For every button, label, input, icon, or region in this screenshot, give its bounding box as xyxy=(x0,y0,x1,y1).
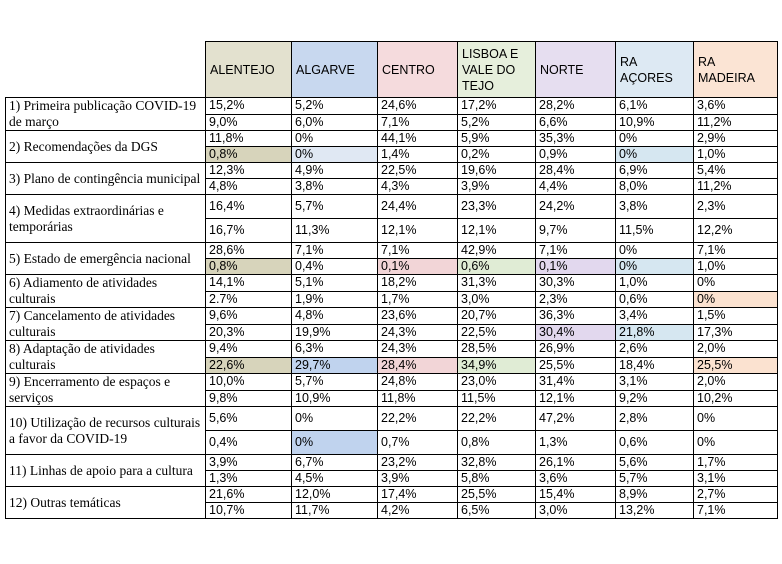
table-row xyxy=(6,341,778,358)
value-cell-norte: 9,7% xyxy=(536,219,616,243)
table-row xyxy=(6,163,778,179)
value-cell-norte: 28,4% xyxy=(536,163,616,179)
value-cell-ra-acores: 5,7% xyxy=(616,471,694,487)
value-cell-lisboa-vale-do-tejo: 0,2% xyxy=(458,147,536,163)
value-cell-ra-madeira: 25,5% xyxy=(694,357,778,374)
value-cell-norte: 12,1% xyxy=(536,390,616,407)
value-cell-alentejo: 22,6% xyxy=(206,357,292,374)
value-cell-centro: 18,2% xyxy=(378,275,458,292)
value-cell-norte: 30,4% xyxy=(536,324,616,341)
value-cell-centro: 24,4% xyxy=(378,195,458,219)
value-cell-algarve: 0% xyxy=(292,131,378,147)
value-cell-lisboa-vale-do-tejo: 12,1% xyxy=(458,219,536,243)
value-cell-algarve: 6,7% xyxy=(292,455,378,471)
topic-label: 8) Adaptação de atividades culturais xyxy=(6,341,206,374)
value-cell-centro: 12,1% xyxy=(378,219,458,243)
value-cell-norte: 3,0% xyxy=(536,503,616,519)
value-cell-norte: 15,4% xyxy=(536,487,616,503)
value-cell-norte: 26,9% xyxy=(536,341,616,358)
topic-label: 12) Outras temáticas xyxy=(6,487,206,519)
value-cell-norte: 28,2% xyxy=(536,98,616,115)
value-cell-ra-madeira: 1,0% xyxy=(694,259,778,275)
value-cell-centro: 0,7% xyxy=(378,431,458,455)
value-cell-centro: 44,1% xyxy=(378,131,458,147)
value-cell-algarve: 1,9% xyxy=(292,291,378,308)
column-header-centro: CENTRO xyxy=(378,42,458,98)
value-cell-ra-acores: 10,9% xyxy=(616,114,694,131)
value-cell-centro: 1,7% xyxy=(378,291,458,308)
value-cell-algarve: 6,3% xyxy=(292,341,378,358)
table-row xyxy=(6,275,778,292)
value-cell-alentejo: 15,2% xyxy=(206,98,292,115)
value-cell-lisboa-vale-do-tejo: 28,5% xyxy=(458,341,536,358)
topic-label: 4) Medidas extraordinárias e temporárias xyxy=(6,195,206,243)
column-header-algarve: ALGARVE xyxy=(292,42,378,98)
value-cell-norte: 25,5% xyxy=(536,357,616,374)
value-cell-norte: 24,2% xyxy=(536,195,616,219)
value-cell-ra-acores: 0% xyxy=(616,243,694,259)
table-row xyxy=(6,98,778,115)
value-cell-algarve: 5,1% xyxy=(292,275,378,292)
value-cell-alentejo: 20,3% xyxy=(206,324,292,341)
value-cell-ra-acores: 21,8% xyxy=(616,324,694,341)
value-cell-norte: 31,4% xyxy=(536,374,616,391)
value-cell-ra-acores: 2,8% xyxy=(616,407,694,431)
regional-distribution-table xyxy=(5,41,778,519)
value-cell-ra-acores: 9,2% xyxy=(616,390,694,407)
value-cell-lisboa-vale-do-tejo: 22,5% xyxy=(458,324,536,341)
value-cell-ra-acores: 11,5% xyxy=(616,219,694,243)
value-cell-norte: 2,3% xyxy=(536,291,616,308)
value-cell-ra-madeira: 2,7% xyxy=(694,487,778,503)
value-cell-centro: 24,6% xyxy=(378,98,458,115)
value-cell-algarve: 0% xyxy=(292,431,378,455)
value-cell-algarve: 6,0% xyxy=(292,114,378,131)
value-cell-centro: 4,3% xyxy=(378,179,458,195)
value-cell-algarve: 5,7% xyxy=(292,195,378,219)
value-cell-lisboa-vale-do-tejo: 3,9% xyxy=(458,179,536,195)
value-cell-ra-madeira: 0% xyxy=(694,275,778,292)
value-cell-algarve: 0% xyxy=(292,407,378,431)
value-cell-ra-madeira: 12,2% xyxy=(694,219,778,243)
topic-label: 7) Cancelamento de atividades culturais xyxy=(6,308,206,341)
value-cell-centro: 1,4% xyxy=(378,147,458,163)
table-body xyxy=(6,98,778,519)
value-cell-ra-acores: 0% xyxy=(616,259,694,275)
value-cell-lisboa-vale-do-tejo: 6,5% xyxy=(458,503,536,519)
value-cell-algarve: 11,7% xyxy=(292,503,378,519)
value-cell-ra-acores: 6,9% xyxy=(616,163,694,179)
value-cell-ra-acores: 3,8% xyxy=(616,195,694,219)
value-cell-norte: 1,3% xyxy=(536,431,616,455)
value-cell-alentejo: 5,6% xyxy=(206,407,292,431)
value-cell-norte: 7,1% xyxy=(536,243,616,259)
value-cell-centro: 17,4% xyxy=(378,487,458,503)
topic-label: 5) Estado de emergência nacional xyxy=(6,243,206,275)
value-cell-alentejo: 9,8% xyxy=(206,390,292,407)
value-cell-algarve: 0,4% xyxy=(292,259,378,275)
value-cell-algarve: 29,7% xyxy=(292,357,378,374)
value-cell-algarve: 4,9% xyxy=(292,163,378,179)
value-cell-ra-acores: 2,6% xyxy=(616,341,694,358)
value-cell-alentejo: 16,7% xyxy=(206,219,292,243)
value-cell-norte: 0,9% xyxy=(536,147,616,163)
value-cell-ra-acores: 0% xyxy=(616,131,694,147)
value-cell-ra-madeira: 3,1% xyxy=(694,471,778,487)
value-cell-lisboa-vale-do-tejo: 11,5% xyxy=(458,390,536,407)
topic-label: 1) Primeira publicação COVID-19 de março xyxy=(6,98,206,131)
table-row xyxy=(6,407,778,431)
topic-label: 3) Plano de contingência municipal xyxy=(6,163,206,195)
value-cell-ra-madeira: 10,2% xyxy=(694,390,778,407)
topic-label: 6) Adiamento de atividades culturais xyxy=(6,275,206,308)
value-cell-ra-acores: 0,6% xyxy=(616,431,694,455)
value-cell-ra-madeira: 2,3% xyxy=(694,195,778,219)
value-cell-algarve: 3,8% xyxy=(292,179,378,195)
value-cell-norte: 3,6% xyxy=(536,471,616,487)
value-cell-ra-acores: 8,9% xyxy=(616,487,694,503)
column-header-alentejo: ALENTEJO xyxy=(206,42,292,98)
value-cell-centro: 7,1% xyxy=(378,114,458,131)
value-cell-alentejo: 28,6% xyxy=(206,243,292,259)
value-cell-algarve: 4,8% xyxy=(292,308,378,325)
value-cell-ra-acores: 5,6% xyxy=(616,455,694,471)
value-cell-norte: 6,6% xyxy=(536,114,616,131)
value-cell-lisboa-vale-do-tejo: 0,8% xyxy=(458,431,536,455)
value-cell-lisboa-vale-do-tejo: 25,5% xyxy=(458,487,536,503)
value-cell-lisboa-vale-do-tejo: 31,3% xyxy=(458,275,536,292)
value-cell-ra-acores: 3,4% xyxy=(616,308,694,325)
value-cell-centro: 23,6% xyxy=(378,308,458,325)
value-cell-alentejo: 14,1% xyxy=(206,275,292,292)
table-row xyxy=(6,308,778,325)
value-cell-lisboa-vale-do-tejo: 17,2% xyxy=(458,98,536,115)
table-row xyxy=(6,243,778,259)
value-cell-ra-madeira: 0% xyxy=(694,431,778,455)
value-cell-algarve: 10,9% xyxy=(292,390,378,407)
value-cell-centro: 28,4% xyxy=(378,357,458,374)
table-row xyxy=(6,455,778,471)
column-header-lisboa-vale-do-tejo: LISBOA E VALE DO TEJO xyxy=(458,42,536,98)
value-cell-ra-madeira: 2,9% xyxy=(694,131,778,147)
value-cell-ra-acores: 1,0% xyxy=(616,275,694,292)
value-cell-lisboa-vale-do-tejo: 42,9% xyxy=(458,243,536,259)
value-cell-norte: 30,3% xyxy=(536,275,616,292)
value-cell-centro: 11,8% xyxy=(378,390,458,407)
table-row xyxy=(6,487,778,503)
value-cell-algarve: 7,1% xyxy=(292,243,378,259)
value-cell-alentejo: 9,0% xyxy=(206,114,292,131)
column-header-ra-madeira: RA MADEIRA xyxy=(694,42,778,98)
value-cell-alentejo: 0,8% xyxy=(206,259,292,275)
value-cell-ra-acores: 0,6% xyxy=(616,291,694,308)
value-cell-ra-acores: 18,4% xyxy=(616,357,694,374)
value-cell-lisboa-vale-do-tejo: 0,6% xyxy=(458,259,536,275)
value-cell-norte: 26,1% xyxy=(536,455,616,471)
value-cell-algarve: 5,7% xyxy=(292,374,378,391)
table-row xyxy=(6,374,778,391)
value-cell-centro: 24,8% xyxy=(378,374,458,391)
value-cell-lisboa-vale-do-tejo: 19,6% xyxy=(458,163,536,179)
value-cell-centro: 4,2% xyxy=(378,503,458,519)
value-cell-norte: 36,3% xyxy=(536,308,616,325)
value-cell-algarve: 12,0% xyxy=(292,487,378,503)
value-cell-lisboa-vale-do-tejo: 5,9% xyxy=(458,131,536,147)
topic-label: 9) Encerramento de espaços e serviços xyxy=(6,374,206,407)
value-cell-ra-madeira: 11,2% xyxy=(694,179,778,195)
value-cell-ra-madeira: 2,0% xyxy=(694,341,778,358)
value-cell-ra-madeira: 0% xyxy=(694,291,778,308)
table-row xyxy=(6,195,778,219)
value-cell-alentejo: 21,6% xyxy=(206,487,292,503)
value-cell-lisboa-vale-do-tejo: 5,2% xyxy=(458,114,536,131)
value-cell-alentejo: 9,4% xyxy=(206,341,292,358)
value-cell-alentejo: 12,3% xyxy=(206,163,292,179)
header-corner xyxy=(6,42,206,98)
table-header xyxy=(6,42,778,98)
value-cell-ra-madeira: 5,4% xyxy=(694,163,778,179)
topic-label: 10) Utilização de recursos culturais a favor da COVID-19 xyxy=(6,407,206,455)
value-cell-ra-acores: 0% xyxy=(616,147,694,163)
value-cell-alentejo: 9,6% xyxy=(206,308,292,325)
column-header-norte: NORTE xyxy=(536,42,616,98)
value-cell-ra-madeira: 2,0% xyxy=(694,374,778,391)
value-cell-centro: 22,5% xyxy=(378,163,458,179)
value-cell-centro: 24,3% xyxy=(378,324,458,341)
value-cell-alentejo: 3,9% xyxy=(206,455,292,471)
value-cell-ra-acores: 6,1% xyxy=(616,98,694,115)
value-cell-ra-madeira: 3,6% xyxy=(694,98,778,115)
value-cell-norte: 0,1% xyxy=(536,259,616,275)
value-cell-ra-acores: 3,1% xyxy=(616,374,694,391)
value-cell-alentejo: 2.7% xyxy=(206,291,292,308)
value-cell-lisboa-vale-do-tejo: 22,2% xyxy=(458,407,536,431)
value-cell-alentejo: 0,8% xyxy=(206,147,292,163)
value-cell-ra-madeira: 11,2% xyxy=(694,114,778,131)
value-cell-alentejo: 4,8% xyxy=(206,179,292,195)
value-cell-ra-madeira: 1,0% xyxy=(694,147,778,163)
value-cell-alentejo: 1,3% xyxy=(206,471,292,487)
value-cell-algarve: 0% xyxy=(292,147,378,163)
value-cell-ra-madeira: 7,1% xyxy=(694,503,778,519)
value-cell-algarve: 4,5% xyxy=(292,471,378,487)
value-cell-alentejo: 10,7% xyxy=(206,503,292,519)
value-cell-lisboa-vale-do-tejo: 23,3% xyxy=(458,195,536,219)
value-cell-lisboa-vale-do-tejo: 3,0% xyxy=(458,291,536,308)
value-cell-ra-madeira: 17,3% xyxy=(694,324,778,341)
value-cell-algarve: 11,3% xyxy=(292,219,378,243)
value-cell-ra-madeira: 1,7% xyxy=(694,455,778,471)
value-cell-centro: 0,1% xyxy=(378,259,458,275)
value-cell-lisboa-vale-do-tejo: 23,0% xyxy=(458,374,536,391)
value-cell-centro: 3,9% xyxy=(378,471,458,487)
value-cell-algarve: 19,9% xyxy=(292,324,378,341)
value-cell-lisboa-vale-do-tejo: 5,8% xyxy=(458,471,536,487)
value-cell-centro: 7,1% xyxy=(378,243,458,259)
value-cell-ra-acores: 13,2% xyxy=(616,503,694,519)
value-cell-alentejo: 0,4% xyxy=(206,431,292,455)
value-cell-centro: 24,3% xyxy=(378,341,458,358)
value-cell-alentejo: 16,4% xyxy=(206,195,292,219)
value-cell-ra-acores: 8,0% xyxy=(616,179,694,195)
value-cell-norte: 4,4% xyxy=(536,179,616,195)
value-cell-alentejo: 10,0% xyxy=(206,374,292,391)
column-header-ra-acores: RA AÇORES xyxy=(616,42,694,98)
value-cell-norte: 47,2% xyxy=(536,407,616,431)
table-row xyxy=(6,131,778,147)
topic-label: 2) Recomendações da DGS xyxy=(6,131,206,163)
value-cell-ra-madeira: 7,1% xyxy=(694,243,778,259)
value-cell-centro: 22,2% xyxy=(378,407,458,431)
value-cell-ra-madeira: 0% xyxy=(694,407,778,431)
value-cell-ra-madeira: 1,5% xyxy=(694,308,778,325)
value-cell-lisboa-vale-do-tejo: 20,7% xyxy=(458,308,536,325)
value-cell-lisboa-vale-do-tejo: 34,9% xyxy=(458,357,536,374)
value-cell-algarve: 5,2% xyxy=(292,98,378,115)
value-cell-lisboa-vale-do-tejo: 32,8% xyxy=(458,455,536,471)
value-cell-alentejo: 11,8% xyxy=(206,131,292,147)
topic-label: 11) Linhas de apoio para a cultura xyxy=(6,455,206,487)
value-cell-norte: 35,3% xyxy=(536,131,616,147)
value-cell-centro: 23,2% xyxy=(378,455,458,471)
